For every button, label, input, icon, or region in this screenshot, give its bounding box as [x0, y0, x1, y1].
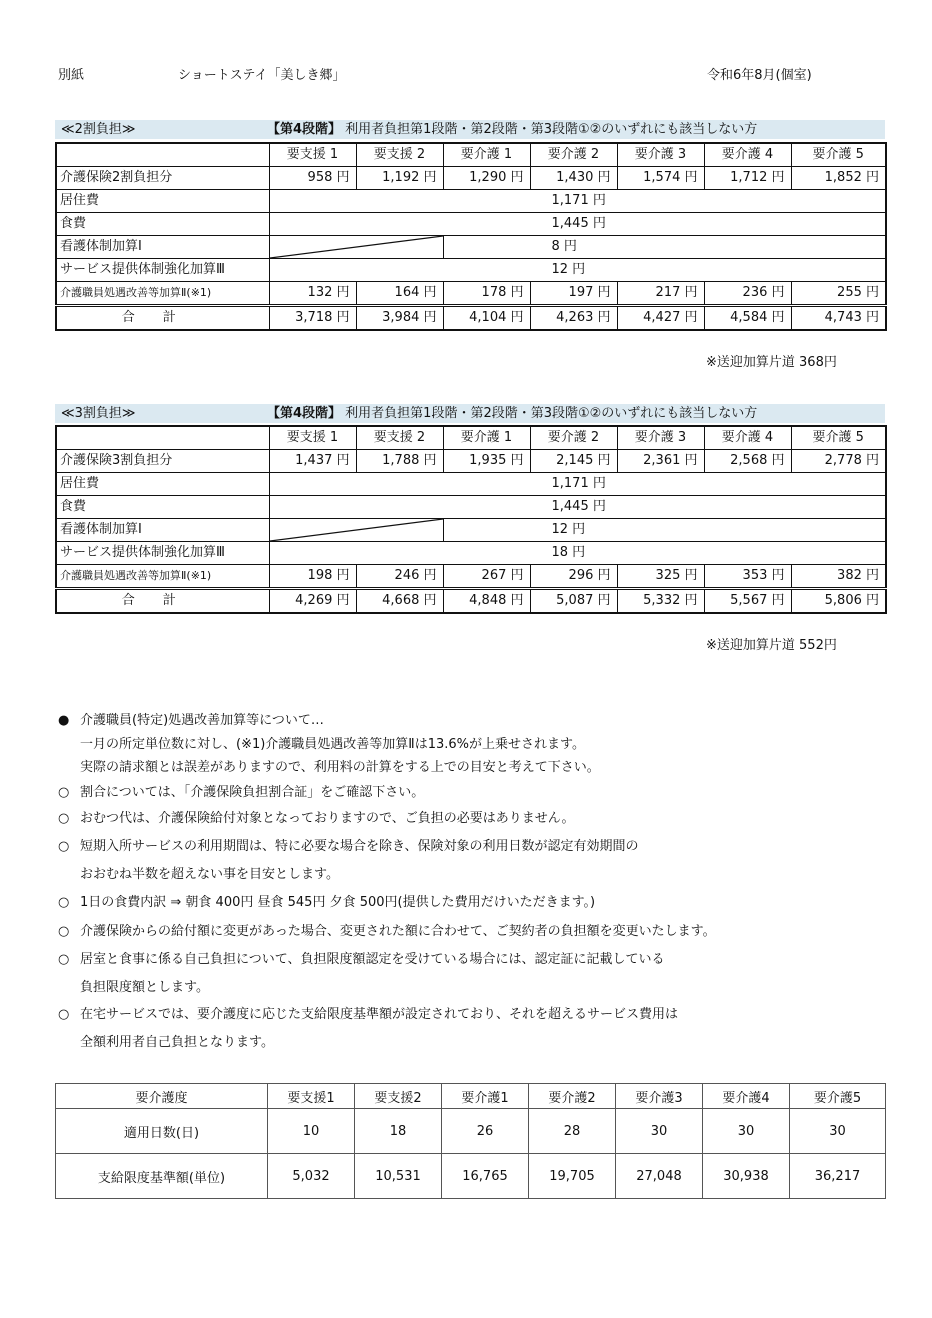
col-header: 要介護 4	[704, 426, 791, 450]
note-text: 短期入所サービスの利用期間は、特に必要な場合を除き、保険対象の利用日数が認定有効期間の	[80, 839, 639, 854]
bullet-open-icon: ○	[58, 839, 70, 854]
cell-value: 1,171 円	[269, 190, 886, 213]
stage-description: 利用者負担第1段階・第2段階・第3段階①②のいずれにも該当しない方	[341, 406, 758, 421]
cell-value: 3,718 円	[269, 306, 356, 331]
cell-value: 236 円	[704, 282, 791, 306]
cell-value: 1,852 円	[791, 167, 886, 190]
cell-value: 2,778 円	[791, 450, 886, 473]
note-continuation	[80, 976, 209, 995]
bullet-open-icon: ○	[58, 895, 70, 910]
table-row-total	[56, 306, 886, 331]
note-text: 負担限度額とします。	[80, 980, 209, 995]
stage-description: 利用者負担第1段階・第2段階・第3段階①②のいずれにも該当しない方	[341, 122, 758, 137]
note-item	[58, 781, 424, 800]
table-header-row	[56, 426, 886, 450]
row-label: 介護保険3割負担分	[56, 450, 269, 473]
table-row-meal	[56, 213, 886, 236]
transport-note-2wari: ※送迎加算片道 368円	[706, 355, 837, 370]
cell-value: 1,574 円	[617, 167, 704, 190]
cell-value: 8 円	[443, 236, 886, 259]
col-header: 要介護3	[616, 1084, 703, 1109]
note-item	[58, 891, 595, 910]
cell-value: 5,032	[268, 1154, 355, 1199]
note-item	[58, 835, 638, 854]
table-row-meal	[56, 496, 886, 519]
transport-note-3wari: ※送迎加算片道 552円	[706, 638, 837, 653]
limit-row-amount	[56, 1154, 886, 1199]
cell-value: 30	[790, 1109, 886, 1154]
row-label: 居住費	[56, 190, 269, 213]
cell-value: 12 円	[269, 259, 886, 282]
col-header: 要介護 5	[791, 143, 886, 167]
cell-value: 1,445 円	[269, 496, 886, 519]
note-continuation	[80, 756, 600, 775]
limit-row-days	[56, 1109, 886, 1154]
row-label: 支給限度基準額(単位)	[56, 1154, 268, 1199]
note-item	[58, 920, 716, 939]
note-text: 在宅サービスでは、要介護度に応じた支給限度基準額が設定されており、それを超えるサービス費用は	[80, 1007, 679, 1022]
table-row-insurance	[56, 450, 886, 473]
cell-value: 178 円	[443, 282, 530, 306]
table-row-insurance	[56, 167, 886, 190]
bullet-open-icon: ○	[58, 952, 70, 967]
cell-value: 12 円	[443, 519, 886, 542]
col-header: 要支援 1	[269, 426, 356, 450]
cell-value: 30,938	[703, 1154, 790, 1199]
cell-value: 164 円	[356, 282, 443, 306]
col-header: 要介護 1	[443, 426, 530, 450]
cell-value: 5,332 円	[617, 589, 704, 614]
note-item	[58, 709, 324, 728]
row-label: 看護体制加算Ⅰ	[56, 236, 269, 259]
cell-value: 4,668 円	[356, 589, 443, 614]
table-row-service	[56, 259, 886, 282]
facility-title: ショートステイ「美しき郷」	[178, 68, 346, 83]
col-header: 要介護1	[442, 1084, 529, 1109]
cell-value: 3,984 円	[356, 306, 443, 331]
cell-value: 2,145 円	[530, 450, 617, 473]
cell-value: 4,427 円	[617, 306, 704, 331]
cell-value: 1,430 円	[530, 167, 617, 190]
note-text: 一月の所定単位数に対し、(※1)介護職員処遇改善等加算Ⅱは13.6%が上乗せされます。	[80, 737, 585, 752]
date-room-label: 令和6年8月(個室)	[707, 68, 812, 83]
col-header: 要介護 2	[530, 143, 617, 167]
cell-value: 267 円	[443, 565, 530, 589]
attachment-label: 別紙	[58, 68, 85, 83]
col-header: 要介護 3	[617, 143, 704, 167]
cell-value: 255 円	[791, 282, 886, 306]
cell-value: 1,171 円	[269, 473, 886, 496]
table-2wari-stage	[267, 120, 757, 139]
note-text: 割合については、「介護保険負担割合証」をご確認下さい。	[80, 785, 425, 800]
cell-value: 353 円	[704, 565, 791, 589]
row-label: 介護職員処遇改善等加算Ⅱ(※1)	[56, 565, 269, 589]
col-header: 要介護 5	[791, 426, 886, 450]
cell-value: 5,567 円	[704, 589, 791, 614]
cell-value: 217 円	[617, 282, 704, 306]
col-header: 要介護 1	[443, 143, 530, 167]
table-header-row	[56, 143, 886, 167]
table-2wari-title: ≪2割負担≫	[61, 122, 136, 137]
cell-value: 1,290 円	[443, 167, 530, 190]
corner-cell	[56, 426, 269, 450]
table-row-residence	[56, 190, 886, 213]
note-text: 介護保険からの給付額に変更があった場合、変更された額に合わせて、ご契約者の負担額を変更いたします。	[80, 924, 716, 939]
col-header: 要介護4	[703, 1084, 790, 1109]
cell-value: 382 円	[791, 565, 886, 589]
row-label: サービス提供体制強化加算Ⅲ	[56, 542, 269, 565]
row-label: サービス提供体制強化加算Ⅲ	[56, 259, 269, 282]
cell-value: 1,192 円	[356, 167, 443, 190]
cell-value: 18	[355, 1109, 442, 1154]
bullet-open-icon: ○	[58, 924, 70, 939]
col-header: 要支援2	[355, 1084, 442, 1109]
cell-value: 198 円	[269, 565, 356, 589]
cell-value: 10,531	[355, 1154, 442, 1199]
cell-value: 4,743 円	[791, 306, 886, 331]
bullet-open-icon: ○	[58, 1007, 70, 1022]
table-3wari-band	[55, 404, 885, 423]
bullet-open-icon: ○	[58, 811, 70, 826]
cell-value: 325 円	[617, 565, 704, 589]
col-header: 要支援 2	[356, 426, 443, 450]
table-row-improvement	[56, 565, 886, 589]
note-continuation	[80, 863, 339, 882]
table-row-improvement	[56, 282, 886, 306]
table-row-service	[56, 542, 886, 565]
table-row-nursing	[56, 519, 886, 542]
row-label: 食費	[56, 496, 269, 519]
cell-value: 246 円	[356, 565, 443, 589]
cell-value: 958 円	[269, 167, 356, 190]
note-item	[58, 807, 575, 826]
row-label: 適用日数(日)	[56, 1109, 268, 1154]
row-label: 居住費	[56, 473, 269, 496]
stage-label: 【第4段階】	[267, 406, 342, 421]
cell-value: 10	[268, 1109, 355, 1154]
cell-value: 4,848 円	[443, 589, 530, 614]
row-label-total: 合計	[56, 306, 269, 331]
cell-value: 16,765	[442, 1154, 529, 1199]
note-text: 実際の請求額とは誤差がありますので、利用料の計算をする上での目安と考えて下さい。	[80, 760, 600, 775]
cell-value: 1,445 円	[269, 213, 886, 236]
note-text: おおむね半数を超えない事を目安とします。	[80, 867, 339, 882]
row-label-total: 合計	[56, 589, 269, 614]
row-label: 食費	[56, 213, 269, 236]
note-continuation	[80, 1031, 274, 1050]
limit-header-label: 要介護度	[56, 1084, 268, 1109]
table-row-residence	[56, 473, 886, 496]
cell-value: 296 円	[530, 565, 617, 589]
note-text: 1日の食費内訳 ⇒ 朝食 400円 昼食 545円 夕食 500円(提供した費用だけいただきます。)	[80, 895, 596, 910]
note-text: 全額利用者自己負担となります。	[80, 1035, 274, 1050]
bullet-filled-icon: ●	[58, 713, 70, 728]
cell-value: 27,048	[616, 1154, 703, 1199]
row-label: 看護体制加算Ⅰ	[56, 519, 269, 542]
table-row-nursing	[56, 236, 886, 259]
cell-value: 4,584 円	[704, 306, 791, 331]
cell-value: 26	[442, 1109, 529, 1154]
cell-value: 18 円	[269, 542, 886, 565]
cell-value: 19,705	[529, 1154, 616, 1199]
cell-value: 1,788 円	[356, 450, 443, 473]
benefit-limit-table	[55, 1083, 886, 1199]
table-2wari-band	[55, 120, 885, 139]
cell-value: 30	[703, 1109, 790, 1154]
cell-value: 28	[529, 1109, 616, 1154]
note-text: おむつ代は、介護保険給付対象となっておりますので、ご負担の必要はありません。	[80, 811, 575, 826]
bullet-open-icon: ○	[58, 785, 70, 800]
cell-value: 30	[616, 1109, 703, 1154]
col-header: 要介護 3	[617, 426, 704, 450]
row-label: 介護職員処遇改善等加算Ⅱ(※1)	[56, 282, 269, 306]
cell-value: 2,568 円	[704, 450, 791, 473]
cell-value: 2,361 円	[617, 450, 704, 473]
table-3wari-stage	[267, 404, 757, 423]
col-header: 要支援 2	[356, 143, 443, 167]
cell-value: 1,712 円	[704, 167, 791, 190]
note-item	[58, 1003, 678, 1022]
note-continuation	[80, 733, 585, 752]
note-item	[58, 948, 664, 967]
note-text: 居室と食事に係る自己負担について、負担限度額認定を受けている場合には、認定証に記載している	[80, 952, 665, 967]
col-header: 要支援1	[268, 1084, 355, 1109]
table-2wari	[55, 142, 887, 331]
cell-value: 132 円	[269, 282, 356, 306]
cell-value: 197 円	[530, 282, 617, 306]
cell-value: 5,806 円	[791, 589, 886, 614]
col-header: 要介護5	[790, 1084, 886, 1109]
table-3wari	[55, 425, 887, 614]
not-applicable-diagonal	[269, 236, 443, 259]
cell-value: 4,104 円	[443, 306, 530, 331]
cell-value: 4,269 円	[269, 589, 356, 614]
note-text: 介護職員(特定)処遇改善加算等について…	[80, 713, 324, 728]
table-row-total	[56, 589, 886, 614]
cell-value: 1,935 円	[443, 450, 530, 473]
stage-label: 【第4段階】	[267, 122, 342, 137]
col-header: 要介護2	[529, 1084, 616, 1109]
col-header: 要介護 4	[704, 143, 791, 167]
cell-value: 5,087 円	[530, 589, 617, 614]
table-3wari-title: ≪3割負担≫	[61, 406, 136, 421]
not-applicable-diagonal	[269, 519, 443, 542]
cell-value: 1,437 円	[269, 450, 356, 473]
cell-value: 36,217	[790, 1154, 886, 1199]
corner-cell	[56, 143, 269, 167]
cell-value: 4,263 円	[530, 306, 617, 331]
row-label: 介護保険2割負担分	[56, 167, 269, 190]
limit-header-row	[56, 1084, 886, 1109]
col-header: 要支援 1	[269, 143, 356, 167]
col-header: 要介護 2	[530, 426, 617, 450]
